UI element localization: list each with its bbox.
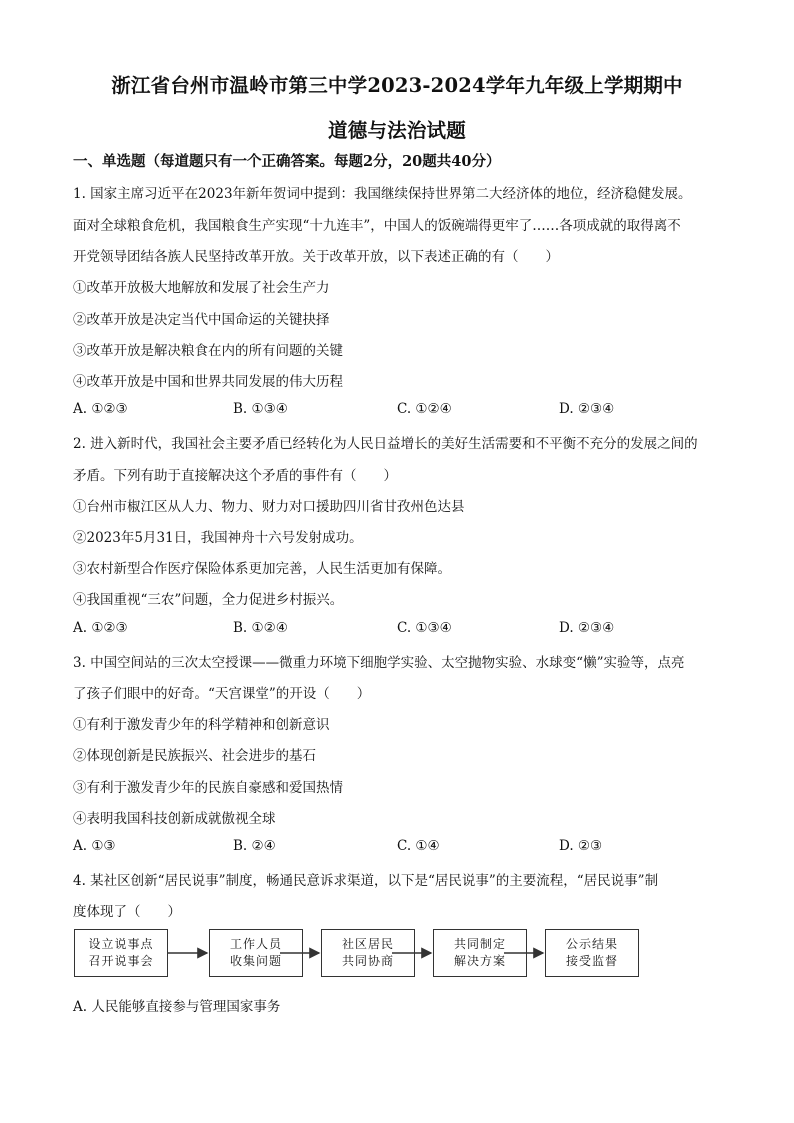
question-2-option-d: D. ②③④ [559,620,615,636]
question-3-item-3: ③有利于激发青少年的民族自豪感和爱国热情 [73,780,343,796]
question-2-stem-line-2: 矛盾。下列有助于直接解决这个矛盾的事件有（ ） [73,468,397,484]
flow-step-4-line-1: 共同制定 [453,937,506,951]
flow-step-5 [545,929,639,977]
question-2-option-b: B. ①②④ [233,620,288,636]
flow-step-4 [433,929,527,977]
question-2-option-a: A. ①②③ [73,620,128,636]
question-3-options [73,838,723,858]
question-3-option-c: C. ①④ [397,838,440,854]
question-1-option-b: B. ①③④ [233,401,288,417]
question-1-stem-line-3: 开党领导团结各族人民坚持改革开放。关于改革开放，以下表述正确的有（ ） [73,249,559,265]
exam-subject: 道德与法治试题 [328,119,466,142]
question-2-option-c: C. ①③④ [397,620,452,636]
flow-step-3-line-2: 共同协商 [341,954,394,968]
flow-step-2 [209,929,303,977]
question-4-stem-line-1: 4. 某社区创新“居民说事”制度，畅通民意诉求渠道，以下是“居民说事”的主要流程，“居民说事”制 [73,873,659,889]
question-3-item-4: ④表明我国科技创新成就傲视全球 [73,811,276,827]
question-1-option-c: C. ①②④ [397,401,452,417]
question-1-item-4: ④改革开放是中国和世界共同发展的伟大历程 [73,374,343,390]
question-3-option-a: A. ①③ [73,838,116,854]
flow-step-1-line-2: 召开说事会 [88,954,154,968]
question-3-stem-line-1: 3. 中国空间站的三次太空授课——微重力环境下细胞学实验、太空抛物实验、水球变“懒”实验等，点亮 [73,655,685,671]
question-3-option-b: B. ②④ [233,838,276,854]
flow-step-1-line-1: 设立说事点 [88,937,154,951]
question-2-item-4: ④我国重视“三农”问题，全力促进乡村振兴。 [73,592,344,608]
question-1-stem-line-1: 1. 国家主席习近平在2023年新年贺词中提到：我国继续保持世界第二大经济体的地位，经济稳健发展。 [73,186,692,202]
flow-step-1 [74,929,168,977]
question-2-stem-line-1: 2. 进入新时代，我国社会主要矛盾已经转化为人民日益增长的美好生活需要和不平衡不充分的发展之间的 [73,436,698,452]
question-3-stem-line-2: 了孩子们眼中的好奇。“天宫课堂”的开设（ ） [73,686,371,702]
flow-step-2-line-2: 收集问题 [229,954,282,968]
question-1-item-2: ②改革开放是决定当代中国命运的关键抉择 [73,312,330,328]
flow-step-3 [321,929,415,977]
flow-step-5-line-1: 公示结果 [565,937,618,951]
question-2-item-1: ①台州市椒江区从人力、物力、财力对口援助四川省甘孜州色达县 [73,499,465,515]
question-1-options [73,401,723,421]
flow-step-3-line-1: 社区居民 [341,937,394,951]
question-3-item-2: ②体现创新是民族振兴、社会进步的基石 [73,748,316,764]
question-4-option-a: A. 人民能够直接参与管理国家事务 [73,999,281,1015]
question-4-stem-line-2: 度体现了（ ） [73,904,181,920]
question-3-item-1: ①有利于激发青少年的科学精神和创新意识 [73,717,330,733]
flow-step-5-line-2: 接受监督 [565,954,618,968]
process-flowchart [73,927,633,983]
section-heading: 一、单选题（每道题只有一个正确答案。每题2分，20题共40分） [73,153,501,170]
question-1-stem-line-2: 面对全球粮食危机，我国粮食生产实现“十九连丰”，中国人的饭碗端得更牢了……各项成就的取得离不 [73,218,681,234]
question-2-options [73,620,723,640]
flow-step-4-line-2: 解决方案 [453,954,506,968]
flow-step-2-line-1: 工作人员 [229,937,282,951]
question-2-item-2: ②2023年5月31日，我国神舟十六号发射成功。 [73,530,363,546]
question-3-option-d: D. ②③ [559,838,603,854]
question-1-item-1: ①改革开放极大地解放和发展了社会生产力 [73,280,330,296]
question-2-item-3: ③农村新型合作医疗保险体系更加完善，人民生活更加有保障。 [73,561,451,577]
question-1-option-d: D. ②③④ [559,401,615,417]
question-1-option-a: A. ①②③ [73,401,128,417]
exam-title: 浙江省台州市温岭市第三中学2023-2024学年九年级上学期期中 [111,74,683,97]
question-1-item-3: ③改革开放是解决粮食在内的所有问题的关键 [73,343,343,359]
